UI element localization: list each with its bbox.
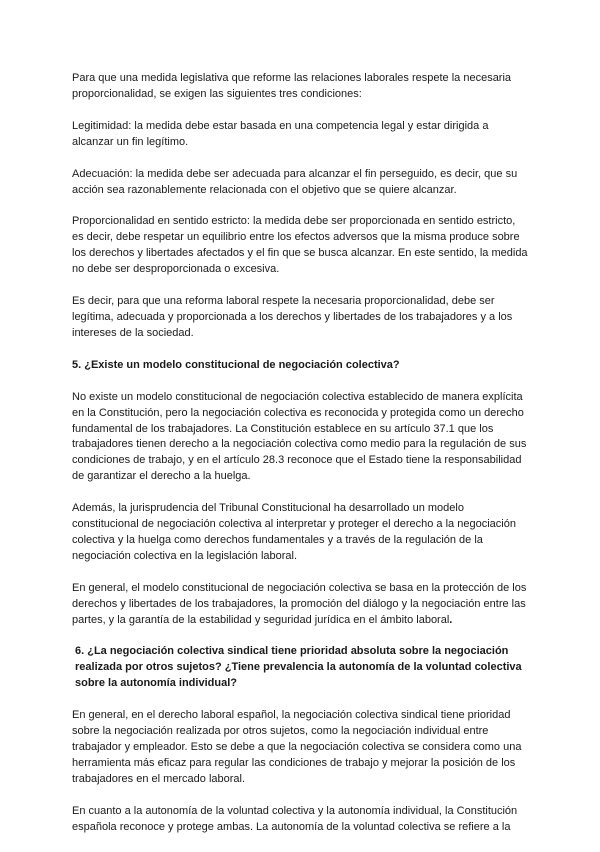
paragraph-section-5-1: No existe un modelo constitucional de negociación colectiva establecido de manera explícita en la Constitución, pero la negociación colectiva es reconocida y protegida como un derecho fundamental de los trabajadores. La Constitución establece en su artículo 37.1 que los trabajadores tienen derecho a la negociación colectiva como medio para la regulación de sus condiciones de trabajo, y en el artículo 28.3 reconoce que el Estado tiene la responsabilidad de garantizar el derecho a la huelga.: [72, 390, 527, 483]
paragraph-section-6-2: En cuanto a la autonomía de la voluntad colectiva y la autonomía individual, la Constitución española reconoce y protege ambas. La autonomía de la voluntad colectiva se refiere a la: [72, 804, 518, 833]
paragraph-adecuacion: Adecuación: la medida debe ser adecuada para alcanzar el fin perseguido, es decir, que su acción sea razonablemente relacionada con el objetivo que se quiere alcanzar.: [72, 167, 518, 196]
paragraph-summary: Es decir, para que una reforma laboral respete la necesaria proporcionalidad, debe ser legítima, adecuada y proporcionada a los derechos y libertades de los trabajadores y a los intereses de la sociedad.: [72, 295, 513, 339]
paragraph-proporcionalidad: Proporcionalidad en sentido estricto: la medida debe ser proporcionada en sentido estricto, es decir, debe respetar un equilibrio entre los efectos adversos que la misma produce sobre los derechos y libertades afectados y el fin que se busca alcanzar. En este sentido, la medida no debe ser desproporcionada o excesiva.: [72, 215, 528, 276]
paragraph-section-5-3: [72, 581, 528, 629]
paragraph-section-6-1: En general, en el derecho laboral español, la negociación colectiva sindical tiene prioridad sobre la negociación realizada por otros sujetos, como la negociación individual entre trabajador y empleador. Esto se debe a que la negociación colectiva se considera como una herramienta más eficaz para regular las condiciones de trabajo y mejorar la posición de los trabajadores en el mercado laboral.: [72, 709, 522, 785]
paragraph-legitimidad: Legitimidad: la medida debe estar basada en una competencia legal y estar dirigida a alcanzar un fin legítimo.: [72, 119, 489, 148]
paragraph-section-5-3-text: En general, el modelo constitucional de negociación colectiva se basa en la protección de los derechos y libertades de los trabajadores, la promoción del diálogo y la negociación entre las partes, y la garantía de la estabilidad y seguridad jurídica en el ámbito laboral: [72, 581, 527, 626]
heading-section-5: 5. ¿Existe un modelo constitucional de negociación colectiva?: [72, 358, 400, 371]
paragraph-section-5-2: Además, la jurisprudencia del Tribunal Constitucional ha desarrollado un modelo constitucional de negociación colectiva al interpretar y proteger el derecho a la negociación colectiva y la huelga como derechos fundamentales y a través de la regulación de la negociación colectiva en la legislación laboral.: [72, 502, 516, 562]
heading-section-6: 6. ¿La negociación colectiva sindical tiene prioridad absoluta sobre la negociación realizada por otros sujetos? ¿Tiene prevalencia la autonomía de la voluntad colectiva sobre la autonomía individual?: [75, 645, 522, 690]
paragraph-section-5-3-period: .: [449, 613, 453, 626]
paragraph-intro: Para que una medida legislativa que reforme las relaciones laborales respete la necesaria proporcionalidad, se exigen las siguientes tres condiciones:: [72, 72, 512, 100]
document-body: [72, 71, 528, 852]
